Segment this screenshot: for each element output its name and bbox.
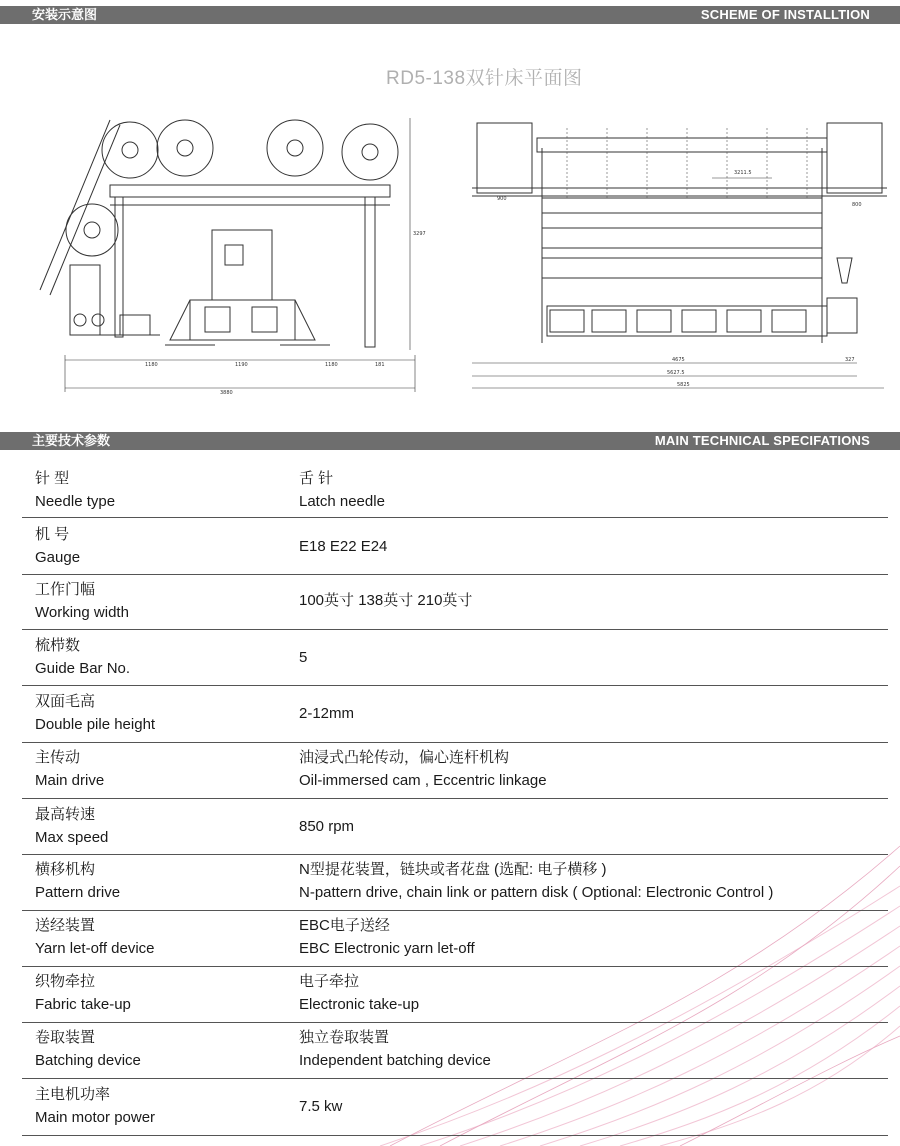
dim-left-3: 1180 [325,362,338,368]
spec-label-en: Guide Bar No. [35,660,131,677]
spec-value-line2: Oil-immersed cam , Eccentric linkage [299,772,547,789]
spec-value: 2-12mm [299,705,355,722]
spec-value-line1: EBC电子送经 [299,917,390,934]
spec-value-line2: Latch needle [299,493,385,510]
specs-header-en: MAIN TECHNICAL SPECIFATIONS [654,433,870,448]
spec-label-zh: 最高转速 [35,806,96,823]
spec-row-pattern-drive [22,855,888,911]
spec-label-zh: 梳栉数 [35,637,81,654]
specs-header-zh: 主要技术参数 [32,433,111,448]
spec-label-zh: 送经装置 [35,917,96,934]
spec-label-zh: 横移机构 [35,861,96,878]
spec-label-en: Main drive [35,772,105,789]
installation-header-band [0,6,900,24]
spec-row-max-speed [22,799,888,855]
spec-label-en: Gauge [35,549,81,566]
specs-table [22,462,888,1136]
dim-right-7: 5825 [677,382,690,388]
dim-right-3: 800 [852,202,862,208]
spec-value-line1: 电子牵拉 [299,973,360,990]
spec-value-line2: Electronic take-up [299,996,420,1013]
spec-value-line2: EBC Electronic yarn let-off [299,940,475,957]
spec-label-zh: 织物牵拉 [35,973,96,990]
spec-value-line2: N-pattern drive, chain link or pattern disk ( Optional: Electronic Control ) [299,884,774,901]
spec-row-working-width [22,575,888,630]
spec-label-zh: 工作门幅 [35,581,96,598]
spec-value-line1: N型提花装置，链块或者花盘 (选配: 电子横移 ) [299,861,607,878]
spec-value-line1: 独立卷取装置 [299,1029,390,1046]
spec-label-zh: 机 号 [35,526,70,543]
spec-value: 100英寸 138英寸 210英寸 [299,592,473,609]
spec-label-zh: 主传动 [35,749,81,766]
spec-label-en: Double pile height [35,716,156,733]
dim-right-5: 5627.5 [667,370,685,376]
spec-label-zh: 针 型 [35,470,70,487]
spec-label-en: Fabric take-up [35,996,131,1013]
spec-label-en: Needle type [35,493,116,510]
dim-left-6: 3297 [413,231,426,237]
dim-left-5: 3880 [220,390,233,396]
front-view-drawing [472,118,887,400]
spec-row-gauge [22,518,888,575]
spec-value: E18 E22 E24 [299,538,388,555]
spec-label-en: Working width [35,604,129,621]
spec-label-zh: 主电机功率 [35,1086,111,1103]
spec-row-batching [22,1023,888,1079]
spec-row-fabric-take-up [22,967,888,1023]
spec-label-zh: 双面毛高 [35,693,96,710]
spec-row-main-drive [22,743,888,799]
spec-row-guide-bar [22,630,888,686]
spec-label-en: Max speed [35,829,109,846]
spec-label-en: Yarn let-off device [35,940,155,957]
spec-value: 7.5 kw [299,1098,343,1115]
specs-header-band [0,432,900,450]
installation-header-en: SCHEME OF INSTALLTION [700,7,870,22]
spec-label-en: Batching device [35,1052,141,1069]
spec-label-zh: 卷取装置 [35,1029,96,1046]
dim-right-6: 327 [845,357,855,363]
spec-value-line1: 舌 针 [299,470,334,487]
dim-right-4: 4675 [672,357,685,363]
spec-value: 5 [299,649,308,666]
dim-right-1: 3211.5 [734,170,752,176]
spec-row-motor-power [22,1079,888,1136]
drawing-title: RD5-138双针床平面图 [386,68,583,89]
dim-right-2: 900 [497,196,507,202]
spec-value-line1: 油浸式凸轮传动，偏心连杆机构 [299,749,510,766]
dim-left-4: 181 [375,362,385,368]
spec-row-yarn-let-off [22,911,888,967]
spec-value-line2: Independent batching device [299,1052,491,1069]
spec-value: 850 rpm [299,818,355,835]
side-view-drawing [30,110,426,400]
dim-left-1: 1180 [145,362,158,368]
spec-label-en: Pattern drive [35,884,121,901]
spec-label-en: Main motor power [35,1109,156,1126]
spec-row-pile-height [22,686,888,743]
installation-header-zh: 安装示意图 [32,7,98,22]
spec-row-needle-type [22,462,888,518]
dim-left-2: 1190 [235,362,248,368]
